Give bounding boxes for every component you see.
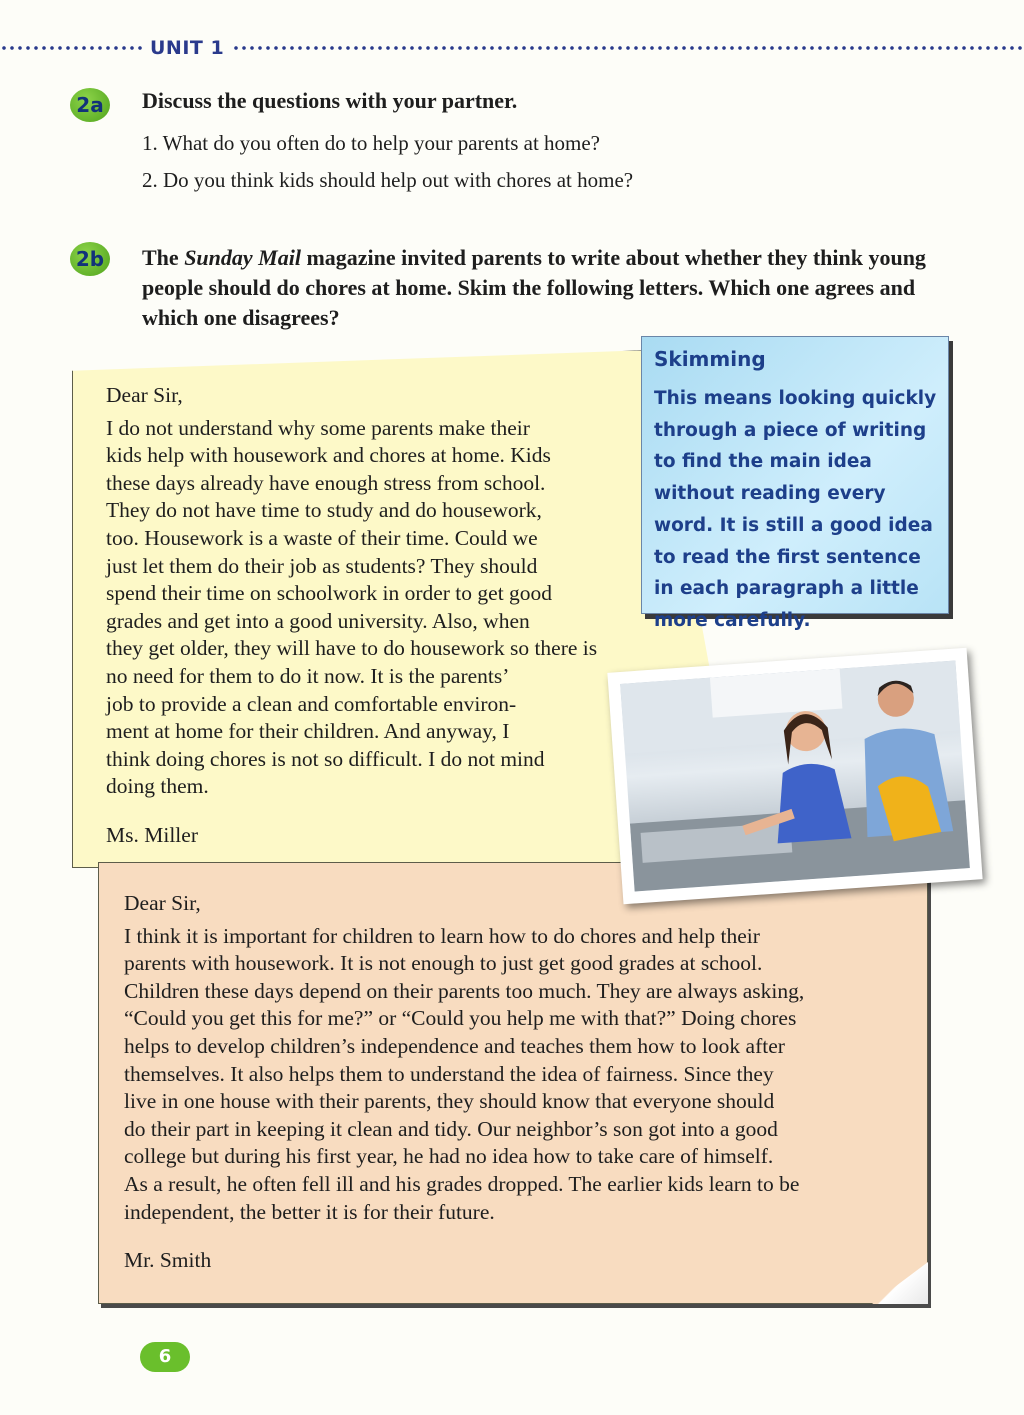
dotted-rule-left: [0, 46, 146, 50]
letter-1-line: kids help with housework and chores at home. Kids: [106, 443, 551, 468]
letter-2-signature: Mr. Smith: [124, 1248, 212, 1273]
letter-1-line: They do not have time to study and do housework,: [106, 498, 542, 523]
letter-2-greeting: Dear Sir,: [124, 891, 201, 915]
badge-2b: 2b: [70, 242, 110, 276]
section-2b-instructions: [142, 243, 952, 333]
letter-2-line: do their part in keeping it clean and tidy. Our neighbor’s son got into a good: [124, 1116, 778, 1141]
letter-2: [124, 890, 914, 1275]
letter-1-line: spend their time on schoolwork in order to get good: [106, 581, 553, 606]
question-2: 2. Do you think kids should help out with chores at home?: [142, 168, 634, 192]
letter-2-line: live in one house with their parents, they should know that everyone should: [124, 1089, 775, 1114]
page-number: 6: [140, 1342, 190, 1372]
letter-2-line: “Could you get this for me?” or “Could you help me with that?” Doing chores: [124, 1006, 797, 1031]
badge-2a: 2a: [70, 88, 110, 122]
letter-1-line: just let them do their job as students? They should: [106, 553, 538, 578]
letter-1-line: grades and get into a good university. Also, when: [106, 608, 530, 633]
letter-2-line: Children these days depend on their parents too much. They are always asking,: [124, 978, 805, 1003]
letter-1-line: too. Housework is a waste of their time. Could we: [106, 525, 538, 550]
skimming-title: Skimming: [654, 347, 766, 371]
letter-2-line: college but during his first year, he had no idea how to take care of himself.: [124, 1144, 774, 1169]
letter-1-line: no need for them to do it now. It is the parents’: [106, 663, 510, 688]
letter-2-line: As a result, he often fell ill and his grades dropped. The earlier kids learn to be: [124, 1171, 800, 1196]
letter-2-line: themselves. It also helps them to understand the idea of fairness. Since they: [124, 1061, 774, 1086]
kitchen-scene-illustration: [620, 661, 970, 892]
kitchen-chores-photo: [607, 648, 982, 905]
instructions-rest: magazine invited parents to write about whether they think young people should do chores at home. Skim the following letters. Which one agrees and which one disagrees?: [142, 245, 926, 330]
letter-1-line: think doing chores is not so difficult. I do not mind: [106, 746, 545, 771]
photo-image: [620, 661, 970, 892]
letter-1: [106, 382, 676, 850]
instructions-start: The: [142, 245, 185, 270]
dotted-rule-right: [232, 46, 1024, 50]
letter-2-line: I think it is important for children to learn how to do chores and help their: [124, 923, 760, 948]
letter-2-line: independent, the better it is for their future.: [124, 1199, 495, 1224]
question-1: 1. What do you often do to help your parents at home?: [142, 131, 601, 155]
letter-1-line: ment at home for their children. And anyway, I: [106, 719, 510, 744]
letter-1-line: they get older, they will have to do housework so there is: [106, 636, 598, 661]
letter-2-line: parents with housework. It is not enough to just get good grades at school.: [124, 951, 763, 976]
unit-label: UNIT 1: [150, 37, 225, 59]
letter-1-signature: Ms. Miller: [106, 822, 198, 847]
skimming-tip-box: [641, 336, 949, 631]
unit-header: [0, 37, 1024, 59]
section-2a-title: Discuss the questions with your partner.: [142, 88, 518, 113]
letter-2-line: helps to develop children’s independence and teaches them how to look after: [124, 1033, 785, 1058]
letter-1-line: job to provide a clean and comfortable environ-: [106, 691, 517, 716]
letter-1-greeting: Dear Sir,: [106, 383, 183, 407]
letter-1-line: these days already have enough stress from school.: [106, 470, 546, 495]
magazine-name: Sunday Mail: [184, 245, 301, 270]
letter-1-line: I do not understand why some parents make their: [106, 415, 530, 440]
skimming-text: This means looking quickly through a piece of writing to find the main idea without reading every word. It is still a good idea to read the first sentence in each paragraph a little more carefully.: [654, 388, 937, 631]
letter-1-line: doing them.: [106, 774, 209, 799]
